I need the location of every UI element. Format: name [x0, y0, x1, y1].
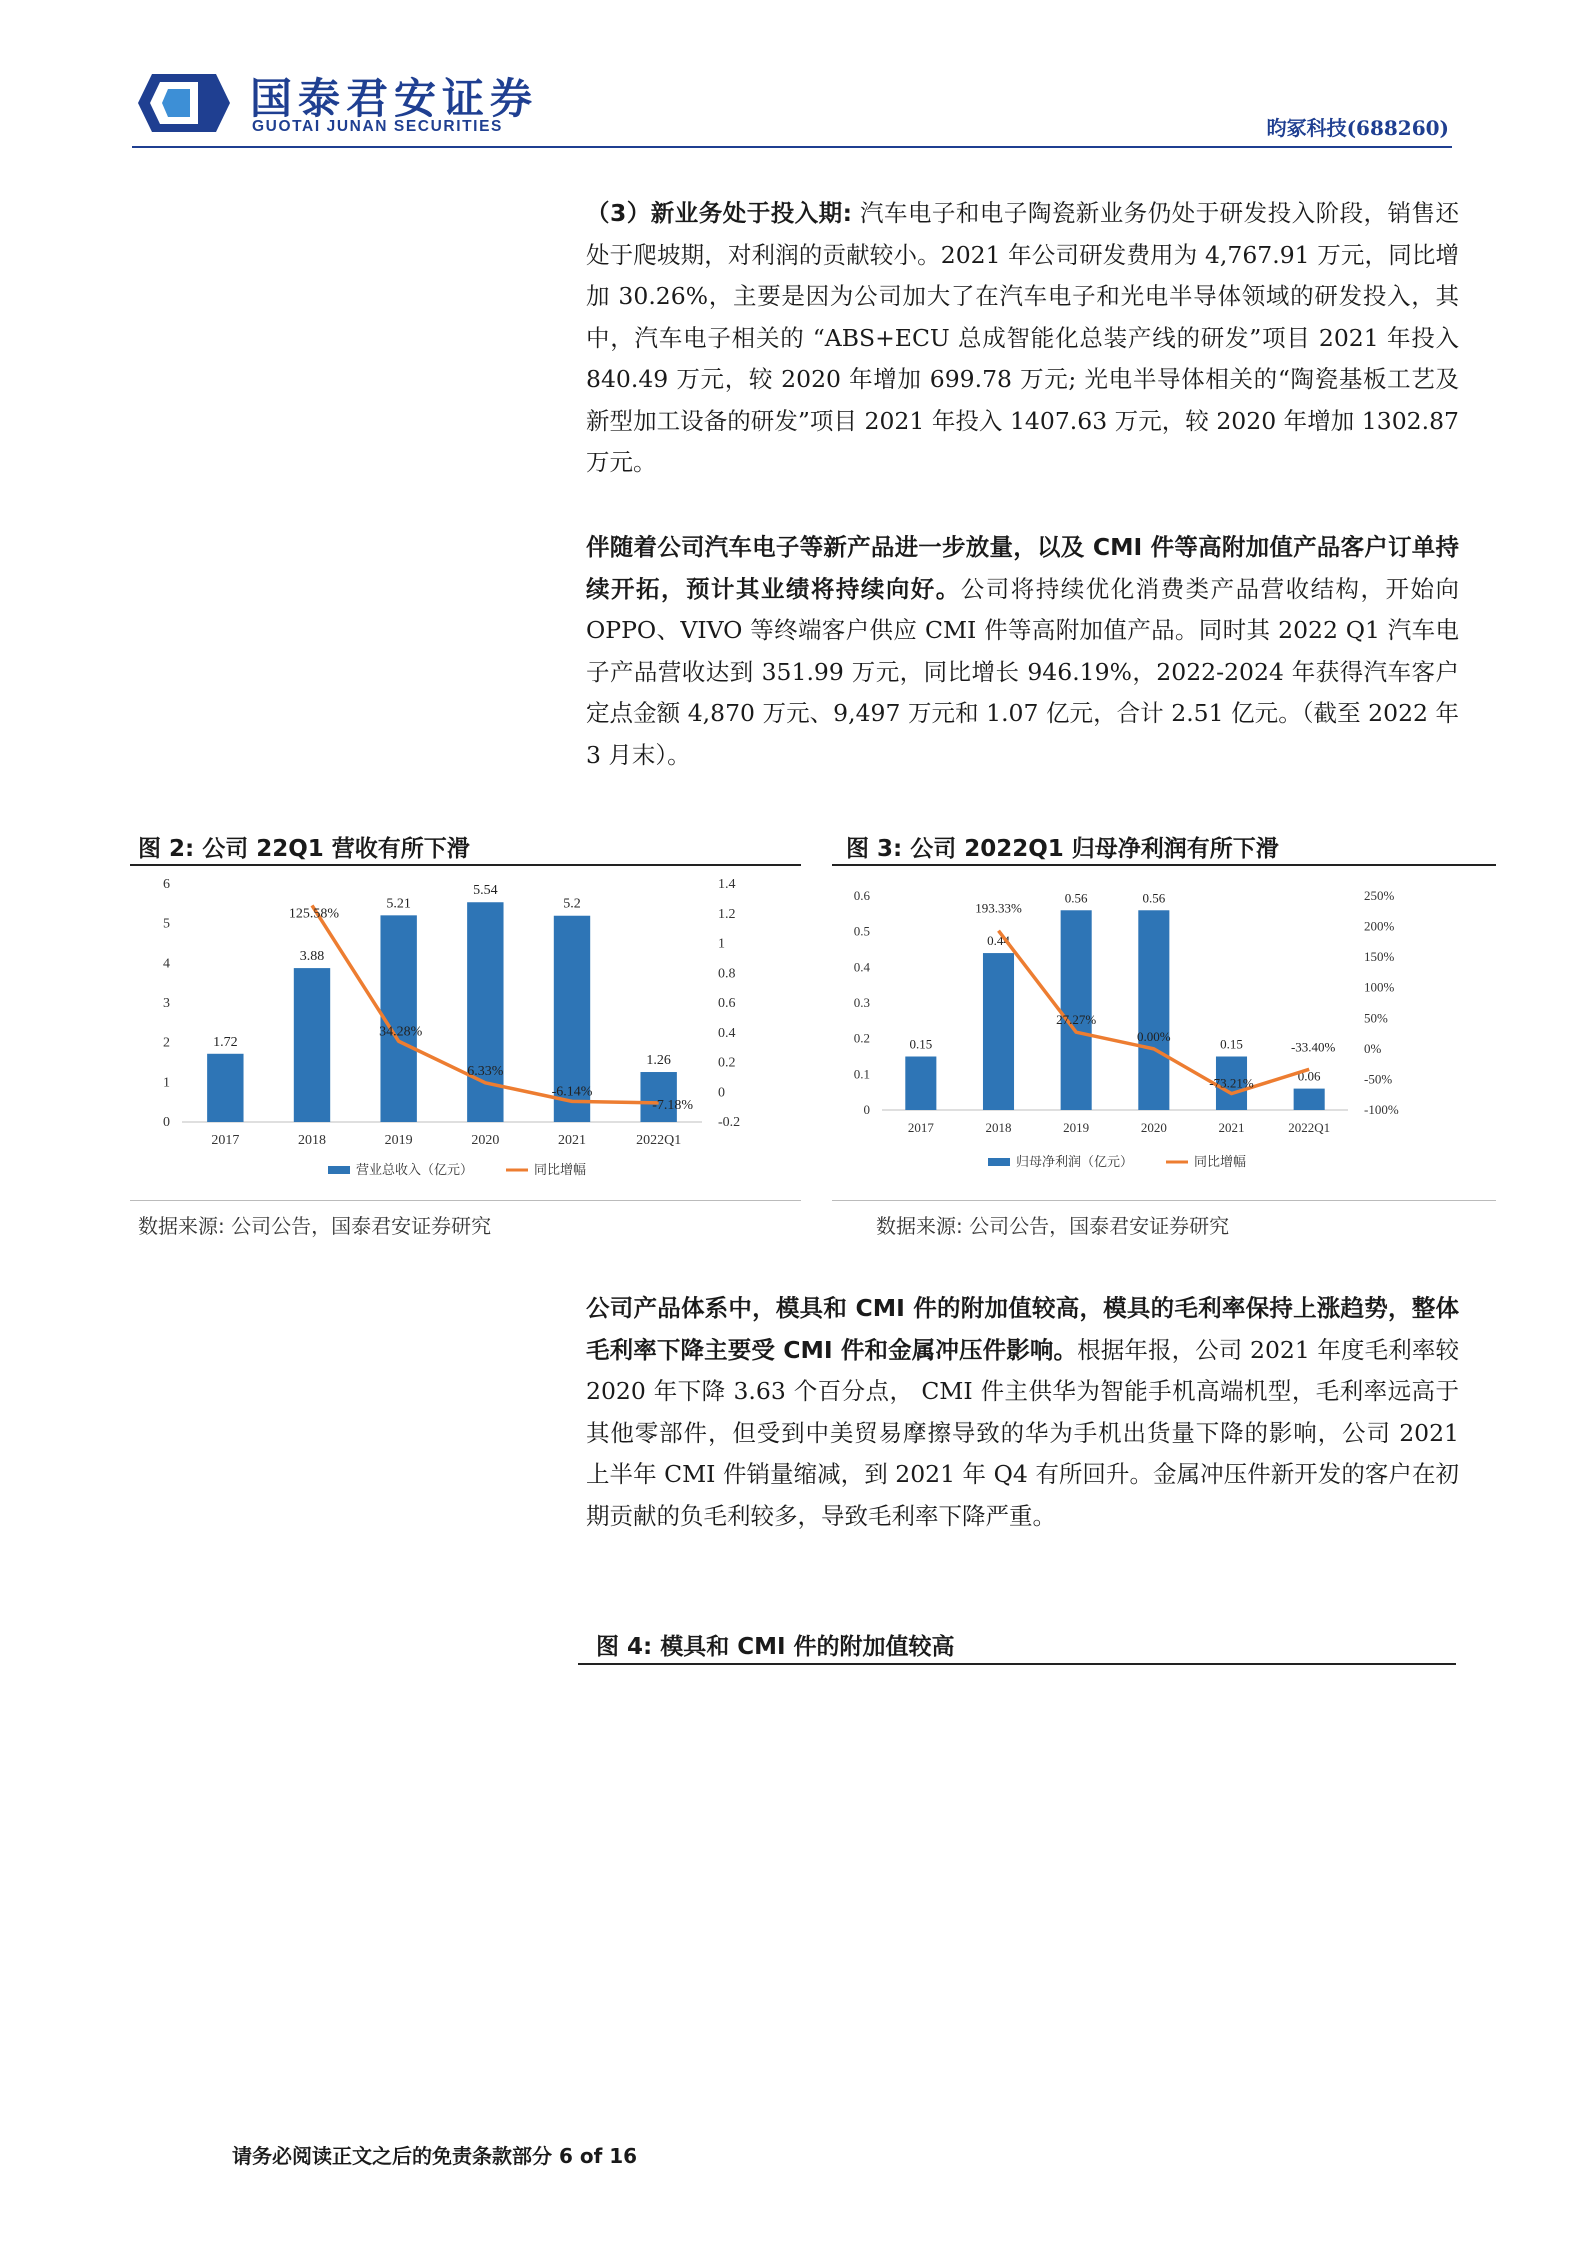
x-tick-label: 2017 — [907, 1120, 934, 1135]
legend-line-label: 同比增幅 — [534, 1162, 587, 1177]
x-tick-label: 2022Q1 — [636, 1133, 682, 1148]
figure-3-title: 图 3: 公司 2022Q1 归母净利润有所下滑 — [846, 836, 1279, 862]
y-left-tick-label: 0.2 — [853, 1030, 870, 1046]
bar-2022Q1 — [1294, 1089, 1325, 1110]
x-tick-label: 2019 — [1063, 1120, 1090, 1135]
bar-value-label: 5.21 — [386, 896, 411, 912]
x-tick-label: 2022Q1 — [1288, 1120, 1331, 1135]
y-right-tick-label: -100% — [1364, 1102, 1399, 1117]
paragraph-outlook — [586, 527, 1459, 776]
growth-value-label: -6.14% — [551, 1084, 593, 1100]
bar-value-label: 0.56 — [1064, 890, 1088, 906]
bar-value-label: 3.88 — [299, 949, 325, 965]
y-right-tick-label: -50% — [1364, 1071, 1393, 1087]
legend-line-label: 同比增幅 — [1194, 1154, 1247, 1169]
y-left-tick-label: 0.1 — [853, 1066, 870, 1082]
revenue-chart — [130, 870, 801, 1200]
bar-value-label: 0.06 — [1297, 1068, 1321, 1084]
y-right-tick-label: 0% — [1364, 1040, 1382, 1056]
growth-value-label: -73.21% — [1209, 1075, 1254, 1091]
bar-value-label: 1.72 — [213, 1034, 238, 1050]
growth-value-label: -7.18% — [652, 1097, 694, 1113]
figure-2-rule — [130, 864, 801, 866]
y-right-tick-label: 1.4 — [718, 877, 736, 892]
paragraph-lead: （3）新业务处于投入期: — [586, 199, 853, 227]
logo-english-name: GUOTAI JUNAN SECURITIES — [252, 118, 503, 135]
y-left-tick-label: 0.4 — [853, 959, 870, 975]
y-left-tick-label: 0.5 — [853, 923, 870, 939]
y-right-tick-label: 250% — [1364, 888, 1395, 903]
y-left-tick-label: 4 — [163, 956, 170, 972]
x-tick-label: 2019 — [384, 1133, 413, 1148]
y-right-tick-label: 0.8 — [718, 966, 736, 982]
figure-2-title: 图 2: 公司 22Q1 营收有所下滑 — [138, 836, 470, 862]
company-ticker: 昀冢科技(688260) — [1266, 116, 1449, 140]
y-left-tick-label: 2 — [163, 1035, 170, 1051]
y-right-tick-label: 0.4 — [718, 1025, 736, 1041]
bar-2020 — [467, 902, 503, 1122]
paragraph-new-business — [586, 193, 1459, 484]
guotai-junan-logo-icon — [138, 74, 230, 132]
growth-value-label: 125.58% — [288, 906, 340, 922]
y-right-tick-label: 50% — [1364, 1010, 1388, 1026]
x-tick-label: 2018 — [298, 1133, 326, 1148]
figure-3-source: 数据来源: 公司公告，国泰君安证券研究 — [876, 1214, 1230, 1238]
y-left-tick-label: 1 — [163, 1075, 170, 1091]
bar-value-label: 0.44 — [987, 933, 1010, 949]
growth-value-label: 6.33% — [467, 1063, 504, 1079]
growth-value-label: -33.40% — [1290, 1039, 1336, 1055]
y-left-tick-label: 3 — [163, 996, 170, 1011]
growth-value-label: 34.28% — [379, 1024, 423, 1040]
y-right-tick-label: 200% — [1364, 918, 1395, 934]
figure-3-rule — [832, 864, 1496, 866]
paragraph-lead: 伴随着公司汽车电子等新产品进一步放量，以及 CMI 件等高附加值产品客户订单持续开拓，预计其业绩将持续向好。 — [586, 533, 1459, 603]
page-footer: 请务必阅读正文之后的免责条款部分 6 of 16 — [232, 2144, 638, 2168]
paragraph-gross-margin — [586, 1288, 1459, 1537]
legend-bar-swatch — [988, 1158, 1010, 1166]
y-right-tick-label: 150% — [1364, 949, 1395, 965]
bar-value-label: 5.54 — [473, 883, 498, 899]
y-left-tick-label: 0 — [863, 1102, 870, 1117]
logo-chinese-name: 国泰君安证券 — [250, 74, 539, 123]
growth-value-label: 0.00% — [1137, 1028, 1171, 1044]
bar-value-label: 0.15 — [909, 1036, 933, 1052]
x-tick-label: 2020 — [1140, 1120, 1167, 1135]
y-left-tick-label: 5 — [163, 916, 170, 932]
paragraph-body: 汽车电子和电子陶瓷新业务仍处于研发投入阶段，销售还处于爬坡期，对利润的贡献较小。2021 年公司研发费用为 4,767.91 万元，同比增加 30.26%，主要是因为公司加大了在汽车电子和光电半导体领域的研发投入，其中，汽车电子相关的 “ABS+ECU 总成智能化总装产线的研发”项目 2021 年投入 840.49 万元，较 2020 年增加 699.78 万元; 光电半导体相关的“陶瓷基板工艺及新型加工设备的研发”项目 2021 年投入 1407.63 万元，较 2020 年增加 1302.87 万元。 — [586, 199, 1459, 476]
figure-3-bottom-rule — [832, 1200, 1496, 1201]
y-left-tick-label: 0.6 — [853, 888, 870, 903]
x-tick-label: 2021 — [1218, 1120, 1245, 1135]
legend-bar-label: 营业总收入（亿元） — [356, 1162, 474, 1177]
paragraph-body: 公司将持续优化消费类产品营收结构，开始向 OPPO、VIVO 等终端客户供应 CMI 件等高附加值产品。同时其 2022 Q1 汽车电子产品营收达到 351.99 万元，同比增长 946.19%，2022-2024 年获得汽车客户定点金额 4,870 万元、9,497 万元和 1.07 亿元，合计 2.51 亿元。（截至 2022 年 3 月末）。 — [586, 574, 1460, 769]
x-tick-label: 2021 — [558, 1133, 586, 1148]
y-right-tick-label: 1 — [718, 936, 725, 952]
y-right-tick-label: 1.2 — [718, 906, 736, 922]
x-tick-label: 2020 — [471, 1133, 500, 1148]
paragraph-lead: 公司产品体系中，模具和 CMI 件的附加值较高，模具的毛利率保持上涨趋势，整体毛利率下降主要受 CMI 件和金属冲压件影响。 — [586, 1294, 1459, 1364]
y-right-tick-label: 0.6 — [718, 996, 736, 1011]
bar-2018 — [983, 953, 1014, 1110]
legend-bar-swatch — [328, 1166, 350, 1174]
y-left-tick-label: 6 — [163, 877, 170, 892]
y-right-tick-label: 0 — [718, 1085, 725, 1101]
bar-value-label: 5.2 — [563, 896, 581, 912]
bar-2020 — [1138, 910, 1169, 1110]
x-tick-label: 2017 — [211, 1133, 240, 1148]
figure-2-bottom-rule — [130, 1200, 801, 1201]
paragraph-body: 根据年报，公司 2021 年度毛利率较 2020 年下降 3.63 个百分点， CMI 件主供华为智能手机高端机型，毛利率远高于其他零部件，但受到中美贸易摩擦导致的华为手机出货量下降的影响，公司 2021 上半年 CMI 件销量缩减，到 2021 年 Q4 有所回升。金属冲压件新开发的客户在初期贡献的负毛利较多，导致毛利率下降严重。 — [586, 1335, 1459, 1530]
figure-4-title: 图 4: 模具和 CMI 件的附加值较高 — [596, 1634, 955, 1660]
y-right-tick-label: 100% — [1364, 979, 1395, 995]
legend-bar-label: 归母净利润（亿元） — [1016, 1154, 1134, 1169]
bar-value-label: 0.56 — [1142, 890, 1166, 906]
bar-2019 — [1061, 910, 1092, 1110]
header-divider — [132, 146, 1452, 148]
growth-value-label: 27.27% — [1056, 1012, 1097, 1028]
bar-2017 — [207, 1054, 243, 1122]
y-left-tick-label: 0.3 — [853, 995, 870, 1010]
x-tick-label: 2018 — [985, 1120, 1012, 1135]
bar-2018 — [294, 968, 330, 1122]
bar-value-label: 0.15 — [1220, 1036, 1243, 1052]
bar-2017 — [905, 1057, 936, 1111]
bar-value-label: 1.26 — [646, 1053, 671, 1069]
figure-2-source: 数据来源: 公司公告，国泰君安证券研究 — [138, 1214, 492, 1238]
y-right-tick-label: -0.2 — [718, 1115, 741, 1130]
net-profit-chart — [832, 870, 1496, 1200]
y-right-tick-label: 0.2 — [718, 1055, 736, 1071]
y-left-tick-label: 0 — [163, 1115, 170, 1130]
growth-value-label: 193.33% — [975, 900, 1022, 916]
figure-4-rule — [578, 1663, 1456, 1665]
